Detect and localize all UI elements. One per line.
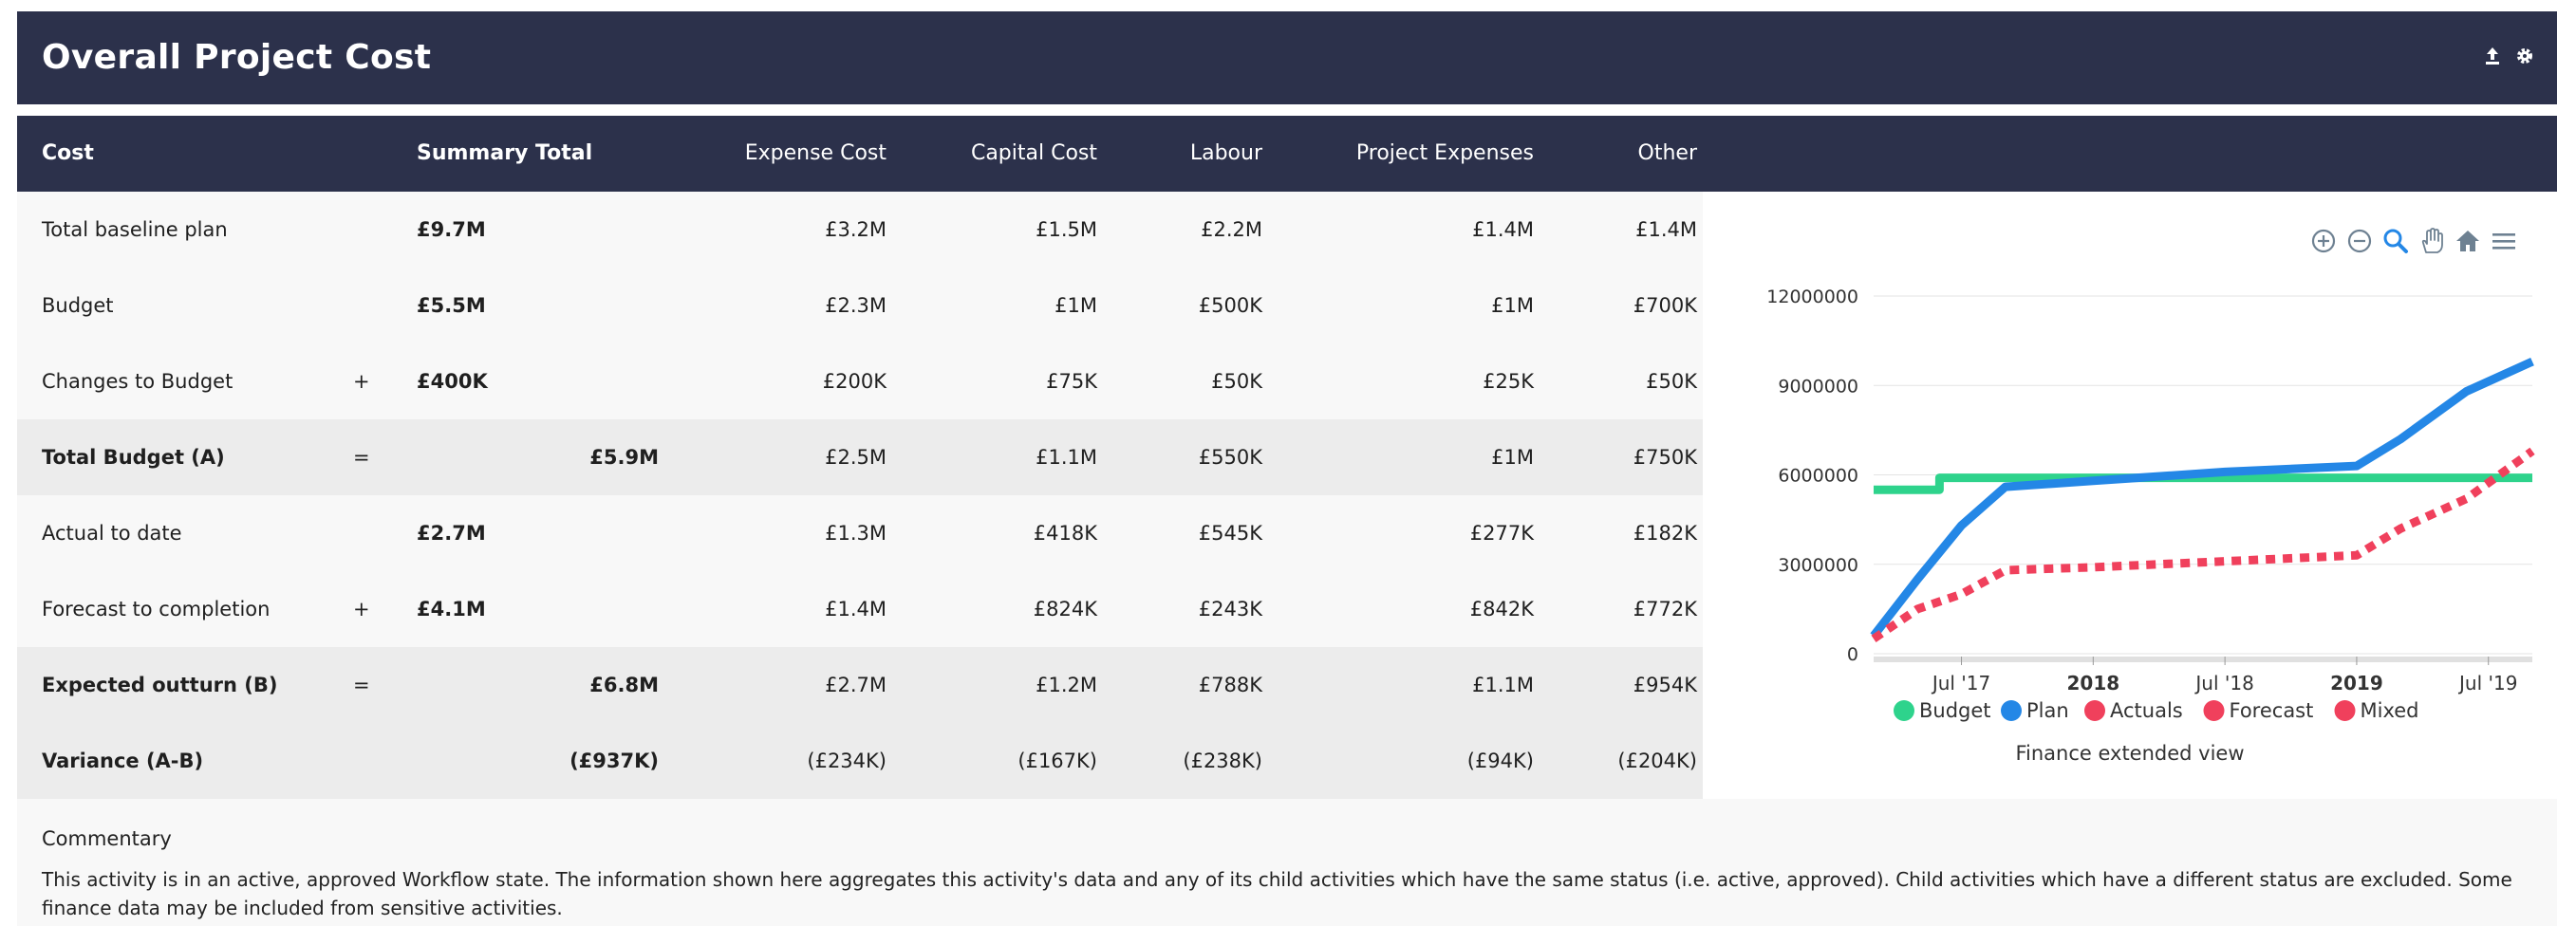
summary-total-value: £6.8M bbox=[589, 674, 659, 696]
table-row bbox=[17, 192, 1703, 268]
summary-total-value: £9.7M bbox=[417, 218, 486, 241]
commentary-text: This activity is in an active, approved Workflow state. The information shown here aggregates this activity's data and any of its child activities which have the same status (i.e. active, approved). Child activities which have a different status are excluded. Some finance data may be included from sensitive activities. bbox=[42, 868, 2512, 919]
y-tick-label: 6000000 bbox=[1778, 465, 1858, 487]
row-operator: + bbox=[353, 370, 370, 393]
page-title: Overall Project Cost bbox=[42, 38, 432, 77]
gear-icon[interactable] bbox=[2515, 46, 2534, 66]
labour-value: £788K bbox=[1198, 674, 1262, 696]
summary-total-value: £5.5M bbox=[417, 294, 486, 317]
y-tick-label: 9000000 bbox=[1778, 376, 1858, 398]
capital-cost-value: £418K bbox=[1033, 522, 1097, 545]
table-row bbox=[17, 343, 1703, 419]
labour-value: £50K bbox=[1211, 370, 1262, 393]
row-operator: + bbox=[353, 598, 370, 620]
x-tick-label: Jul '17 bbox=[1932, 672, 1991, 694]
legend-marker-mixed bbox=[2335, 700, 2356, 721]
table-row bbox=[17, 647, 1703, 723]
expense-cost-value: £2.5M bbox=[825, 446, 887, 469]
expense-cost-value: £1.3M bbox=[825, 522, 887, 545]
summary-total-value bbox=[469, 495, 659, 571]
other-value: £772K bbox=[1633, 598, 1697, 620]
row-label: Forecast to completion bbox=[42, 598, 271, 620]
table-row bbox=[17, 571, 1703, 647]
other-value: £954K bbox=[1633, 674, 1697, 696]
project-expenses-value: £1.1M bbox=[1472, 674, 1534, 696]
header-project-expenses: Project Expenses bbox=[1355, 141, 1534, 165]
row-label: Total baseline plan bbox=[42, 218, 228, 241]
finance-chart-panel bbox=[1703, 192, 2557, 799]
x-tick-label: 2019 bbox=[2330, 672, 2383, 694]
header-cost: Cost bbox=[42, 141, 94, 165]
legend-label-mixed: Mixed bbox=[2360, 699, 2419, 722]
summary-total-value: £2.7M bbox=[417, 522, 486, 545]
labour-value: £550K bbox=[1198, 446, 1262, 469]
expense-cost-value: £2.7M bbox=[825, 674, 887, 696]
summary-total-value: (£937K) bbox=[569, 750, 659, 772]
legend-label-forecast: Forecast bbox=[2229, 699, 2314, 722]
expense-cost-value: £3.2M bbox=[825, 218, 887, 241]
header-divider bbox=[17, 104, 2557, 116]
title-actions bbox=[2483, 46, 2534, 66]
project-expenses-value: £1.4M bbox=[1472, 218, 1534, 241]
expense-cost-value: £2.3M bbox=[825, 294, 887, 317]
series-line-plan bbox=[1874, 361, 2532, 636]
summary-total-value: £5.9M bbox=[589, 446, 659, 469]
capital-cost-value: £1.5M bbox=[1036, 218, 1097, 241]
row-label: Budget bbox=[42, 294, 114, 317]
project-expenses-value: £277K bbox=[1469, 522, 1534, 545]
project-expenses-value: £1M bbox=[1491, 294, 1534, 317]
header-capital-cost: Capital Cost bbox=[970, 141, 1097, 165]
chart-caption: Finance extended view bbox=[2015, 742, 2245, 765]
x-tick-label: Jul '19 bbox=[2459, 672, 2518, 694]
capital-cost-value: £1.1M bbox=[1036, 446, 1097, 469]
expense-cost-value: (£234K) bbox=[807, 750, 887, 772]
legend-label-actuals: Actuals bbox=[2110, 699, 2183, 722]
x-tick-label: Jul '18 bbox=[2195, 672, 2254, 694]
row-operator: = bbox=[353, 674, 370, 696]
expense-cost-value: £200K bbox=[822, 370, 887, 393]
legend-marker-budget bbox=[1894, 700, 1914, 721]
series-line-budget bbox=[1874, 478, 2532, 491]
legend-marker-forecast bbox=[2204, 700, 2225, 721]
project-expenses-value: £25K bbox=[1483, 370, 1534, 393]
row-label: Total Budget (A) bbox=[42, 446, 225, 469]
row-label: Variance (A-B) bbox=[42, 750, 204, 772]
summary-total-value: £400K bbox=[417, 370, 488, 393]
project-expenses-value: £1M bbox=[1491, 446, 1534, 469]
table-row bbox=[17, 268, 1703, 343]
finance-line-chart bbox=[1703, 192, 2557, 723]
other-value: £700K bbox=[1633, 294, 1697, 317]
project-expenses-value: £842K bbox=[1469, 598, 1534, 620]
summary-total-value bbox=[469, 343, 659, 419]
row-label: Actual to date bbox=[42, 522, 182, 545]
header-expense-cost: Expense Cost bbox=[744, 141, 887, 165]
x-tick-label: 2018 bbox=[2066, 672, 2120, 694]
other-value: (£204K) bbox=[1617, 750, 1697, 772]
expense-cost-value: £1.4M bbox=[825, 598, 887, 620]
legend-marker-plan bbox=[2001, 700, 2022, 721]
labour-value: (£238K) bbox=[1183, 750, 1262, 772]
y-tick-label: 3000000 bbox=[1778, 554, 1858, 576]
table-row bbox=[17, 723, 1703, 799]
row-operator: = bbox=[353, 446, 370, 469]
y-tick-label: 0 bbox=[1846, 644, 1858, 665]
header-summary-total: Summary Total bbox=[417, 141, 593, 165]
y-tick-label: 12000000 bbox=[1766, 287, 1858, 307]
other-value: £750K bbox=[1633, 446, 1697, 469]
table-row bbox=[17, 419, 1703, 495]
table-row bbox=[17, 495, 1703, 571]
header-labour: Labour bbox=[1189, 141, 1262, 165]
legend-marker-actuals bbox=[2084, 700, 2105, 721]
labour-value: £2.2M bbox=[1201, 218, 1262, 241]
capital-cost-value: £75K bbox=[1046, 370, 1097, 393]
capital-cost-value: £1.2M bbox=[1036, 674, 1097, 696]
other-value: £50K bbox=[1646, 370, 1697, 393]
other-value: £1.4M bbox=[1635, 218, 1697, 241]
capital-cost-value: (£167K) bbox=[1017, 750, 1097, 772]
table-header bbox=[17, 116, 2557, 192]
labour-value: £500K bbox=[1198, 294, 1262, 317]
commentary-section bbox=[17, 799, 2557, 926]
commentary-label: Commentary bbox=[42, 827, 172, 850]
title-bar bbox=[17, 11, 2557, 104]
export-icon[interactable] bbox=[2483, 46, 2502, 66]
other-value: £182K bbox=[1633, 522, 1697, 545]
labour-value: £545K bbox=[1198, 522, 1262, 545]
capital-cost-value: £824K bbox=[1033, 598, 1097, 620]
summary-total-value bbox=[469, 268, 659, 343]
summary-total-value bbox=[469, 192, 659, 268]
header-other: Other bbox=[1637, 141, 1697, 165]
legend-label-budget: Budget bbox=[1919, 699, 1991, 722]
summary-total-value: £4.1M bbox=[417, 598, 486, 620]
row-label: Changes to Budget bbox=[42, 370, 233, 393]
capital-cost-value: £1M bbox=[1055, 294, 1097, 317]
row-label: Expected outturn (B) bbox=[42, 674, 278, 696]
summary-total-value bbox=[469, 571, 659, 647]
project-cost-app bbox=[17, 11, 2557, 926]
legend-label-plan: Plan bbox=[2026, 699, 2069, 722]
project-expenses-value: (£94K) bbox=[1466, 750, 1534, 772]
labour-value: £243K bbox=[1198, 598, 1262, 620]
